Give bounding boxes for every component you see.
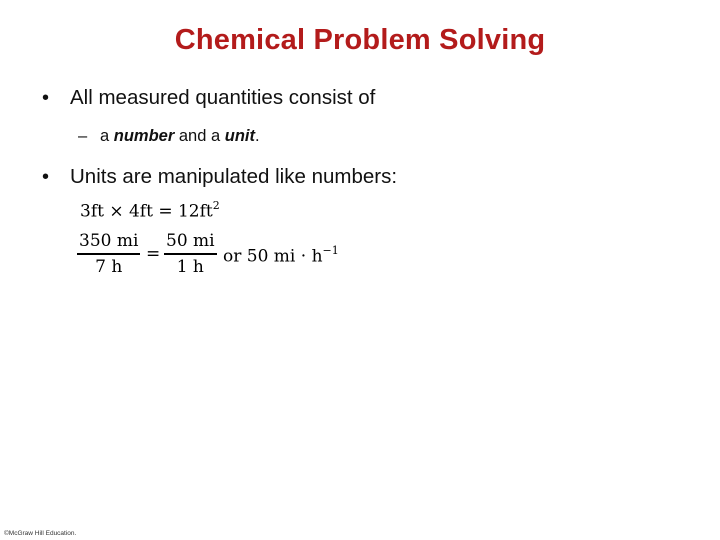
bullet-text: All measured quantities consist of	[70, 86, 376, 109]
fraction-rate	[164, 231, 217, 277]
sub-middle: and a	[174, 127, 225, 145]
fraction-denominator: 7 h	[95, 256, 123, 277]
bullet-item	[42, 86, 375, 110]
sub-bold-unit: unit	[224, 127, 255, 145]
sub-bullet-text	[100, 127, 260, 146]
fraction-distance-time	[77, 231, 140, 277]
bullet-dot-icon: •	[42, 87, 50, 109]
fraction-numerator: 50 mi	[166, 231, 215, 251]
sub-bullet-item	[78, 127, 260, 146]
rate-tail-text: or 50 mi · h	[223, 246, 323, 267]
fraction-denominator: 1 h	[176, 256, 204, 277]
equation-area-exponent: 2	[212, 199, 220, 212]
copyright-footer: ©McGraw Hill Education.	[4, 530, 77, 537]
sub-bold-number: number	[113, 127, 175, 145]
sub-prefix: a	[100, 127, 114, 145]
sub-suffix: .	[255, 127, 260, 145]
bullet-item	[42, 165, 397, 189]
equation-rate-tail	[223, 245, 339, 267]
bullet-dot-icon: •	[42, 166, 50, 188]
slide-title: Chemical Problem Solving	[174, 24, 546, 56]
rate-tail-exponent: −1	[322, 244, 339, 257]
equation-area-text: 3ft × 4ft = 12ft	[80, 201, 213, 222]
bullet-text: Units are manipulated like numbers:	[70, 165, 398, 188]
equals-sign: =	[146, 244, 161, 264]
fraction-numerator: 350 mi	[79, 231, 139, 251]
dash-icon: –	[78, 127, 88, 145]
equation-area	[80, 200, 220, 222]
